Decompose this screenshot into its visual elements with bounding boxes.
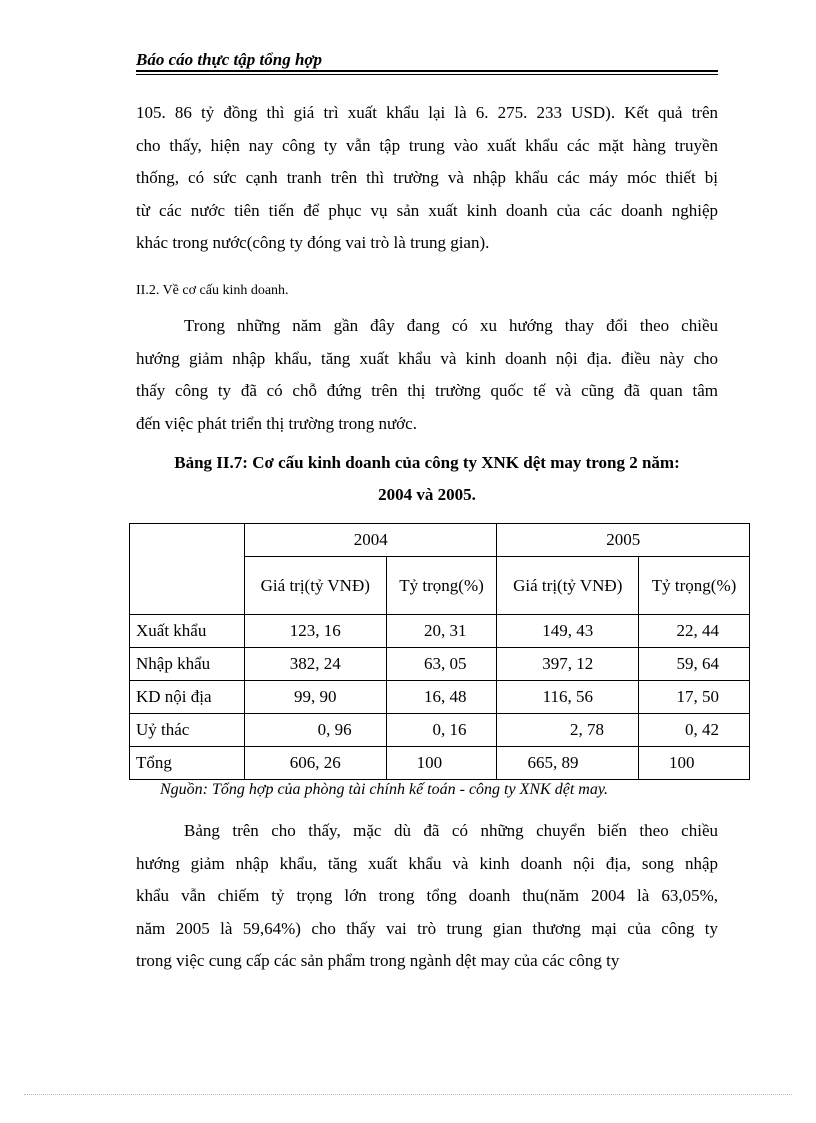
table-corner-cell [130, 524, 245, 615]
paragraph-line: đến việc phát triển thị trường trong nước. [136, 413, 417, 433]
paragraph-line: năm 2005 là 59,64%) cho thấy vai trò trung gian thương mại của công ty [136, 918, 718, 938]
table-cell: 0, 16 [386, 714, 497, 747]
table-cell: 0, 96 [245, 714, 387, 747]
table-cell: 99, 90 [245, 681, 387, 714]
table-cell: 17, 50 [639, 681, 750, 714]
table-cell: 2, 78 [497, 714, 639, 747]
paragraph-line: cho thấy, hiện nay công ty vẫn tập trung vào xuất khẩu các mặt hàng truyền [136, 135, 718, 155]
table-cell: 0, 42 [639, 714, 750, 747]
table-year-header-row [130, 524, 750, 557]
table-row [130, 681, 750, 714]
row-label: KD nội địa [130, 681, 245, 714]
year-header-2005: 2005 [497, 524, 750, 557]
table-cell: 116, 56 [497, 681, 639, 714]
table-row [130, 615, 750, 648]
paragraph-line: 105. 86 tỷ đồng thì giá trì xuất khẩu lại là 6. 275. 233 USD). Kết quả trên [136, 103, 718, 122]
table-row [130, 714, 750, 747]
row-label: Tổng [130, 747, 245, 780]
page-bottom-divider [24, 1094, 792, 1095]
row-label: Nhập khẩu [130, 648, 245, 681]
section-heading: II.2. Về cơ cấu kinh doanh. [136, 283, 289, 298]
table-cell: 382, 24 [245, 648, 387, 681]
business-structure-table [129, 523, 750, 780]
column-header: Giá trị(tỷ VNĐ) [497, 557, 639, 615]
table-row [130, 648, 750, 681]
table-row [130, 747, 750, 780]
paragraph-line: hướng giảm nhập khẩu, tăng xuất khẩu và kinh doanh nội địa, song nhập [136, 853, 718, 873]
table-caption-line1: Bảng II.7: Cơ cấu kinh doanh của công ty XNK dệt may trong 2 năm: [174, 453, 680, 472]
table-caption [136, 447, 718, 511]
table-source-note: Nguồn: Tổng hợp của phòng tài chính kế toán - công ty XNK dệt may. [160, 781, 609, 798]
table-cell: 100 [386, 747, 497, 780]
table-cell: 16, 48 [386, 681, 497, 714]
table-cell: 59, 64 [639, 648, 750, 681]
column-header: Tỷ trọng(%) [386, 557, 497, 615]
table-cell: 665, 89 [497, 747, 639, 780]
row-label: Xuất khẩu [130, 615, 245, 648]
paragraph-line: khác trong nước(công ty đóng vai trò là trung gian). [136, 233, 490, 252]
paragraph-line: Trong những năm gần đây đang có xu hướng thay đổi theo chiều [184, 316, 718, 335]
table-caption-line2: 2004 và 2005. [378, 485, 476, 504]
table-cell: 397, 12 [497, 648, 639, 681]
table-cell: 149, 43 [497, 615, 639, 648]
paragraph-line: thống, có sức cạnh tranh trên thì trường và nhập khẩu các máy móc thiết bị [136, 168, 718, 187]
table-cell: 20, 31 [386, 615, 497, 648]
paragraph-line: từ các nước tiên tiến để phục vụ sản xuất kinh doanh của các doanh nghiệp [136, 200, 718, 220]
paragraph-line: trong việc cung cấp các sản phẩm trong ngành dệt may của các công ty [136, 951, 620, 970]
paragraph-3 [136, 815, 718, 978]
header-rule-thin [136, 74, 718, 75]
paragraph-1 [136, 97, 718, 260]
row-label: Uỷ thác [130, 714, 245, 747]
paragraph-line: thấy công ty đã có chỗ đứng trên thị trường quốc tế và cũng đã quan tâm [136, 381, 718, 400]
column-header: Tỷ trọng(%) [639, 557, 750, 615]
table-cell: 100 [639, 747, 750, 780]
table-cell: 22, 44 [639, 615, 750, 648]
table-cell: 123, 16 [245, 615, 387, 648]
column-header: Giá trị(tỷ VNĐ) [245, 557, 387, 615]
paragraph-2 [136, 310, 718, 440]
header-title: Báo cáo thực tập tổng hợp [136, 50, 323, 69]
table-cell: 63, 05 [386, 648, 497, 681]
page-header [136, 48, 718, 76]
paragraph-line: khẩu vẫn chiếm tỷ trọng lớn trong tổng doanh thu(năm 2004 là 63,05%, [136, 886, 718, 905]
year-header-2004: 2004 [245, 524, 497, 557]
paragraph-line: Bảng trên cho thấy, mặc dù đã có những chuyển biến theo chiều [184, 821, 718, 840]
header-rule-thick [136, 70, 718, 72]
paragraph-line: hướng giảm nhập khẩu, tăng xuất khẩu và kinh doanh nội địa. điều này cho [136, 348, 718, 368]
table-cell: 606, 26 [245, 747, 387, 780]
